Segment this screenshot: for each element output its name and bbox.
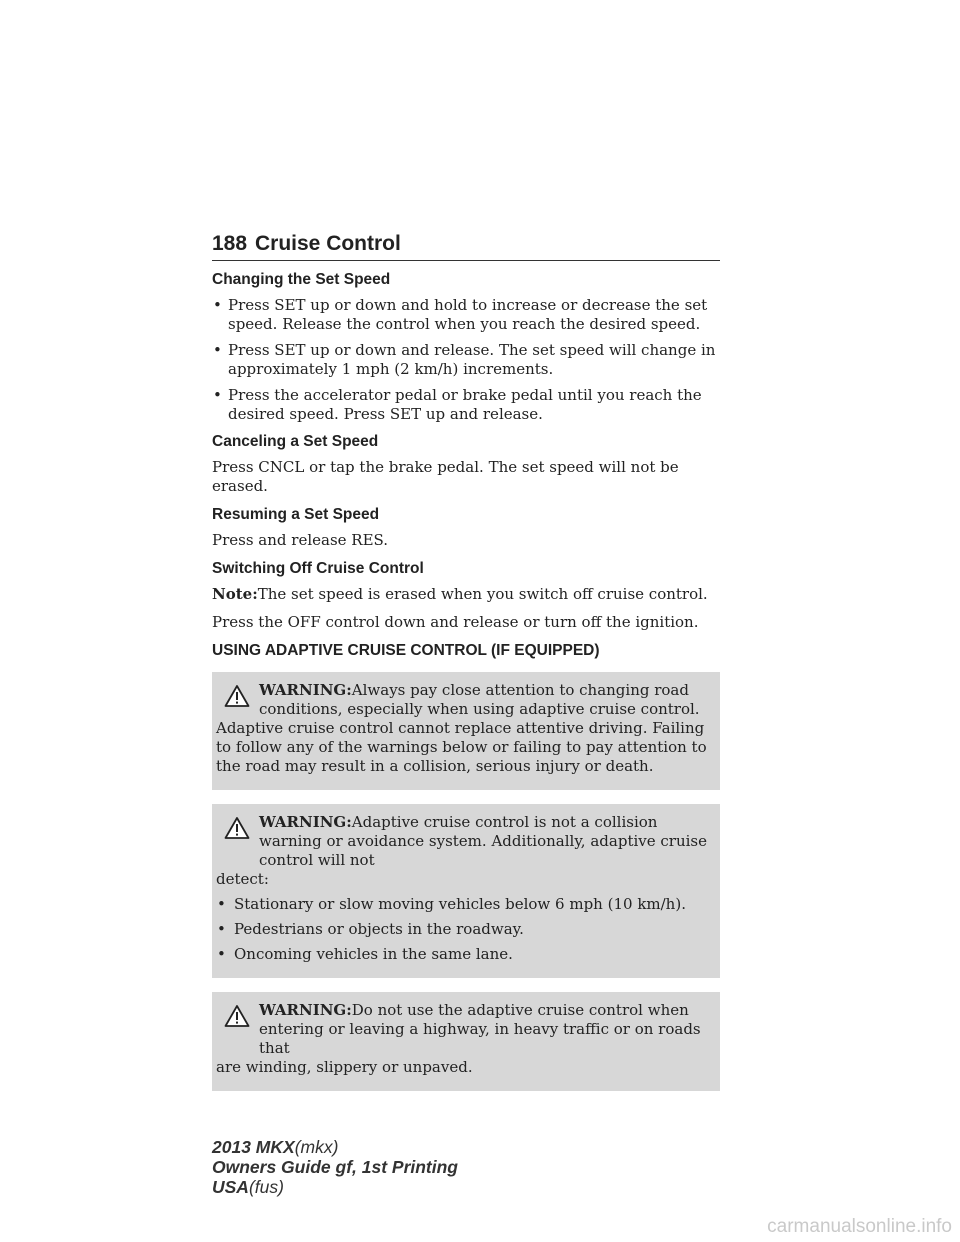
canceling-body: Press CNCL or tap the brake pedal. The set speed will not be erased. (212, 458, 679, 495)
switching-body: Press the OFF control down and release or turn off the ignition. (212, 613, 699, 631)
warning-box (212, 804, 720, 978)
footer-line (212, 1137, 458, 1157)
list-item (216, 895, 716, 914)
warning-label: WARNING: (259, 681, 352, 699)
warning-bullet-list (216, 895, 716, 964)
heading-changing-set-speed: Changing the Set Speed (212, 271, 391, 288)
bullet-glyph: • (217, 895, 226, 913)
page-content (212, 270, 720, 1105)
list-item-text: Press SET up or down and hold to increase or decrease the set speed. Release the control when you reach the desired speed. (228, 296, 708, 333)
note-text: The set speed is erased when you switch off cruise control. (257, 585, 708, 603)
resuming-body: Press and release RES. (212, 531, 389, 549)
list-item (212, 386, 720, 424)
footer-line (212, 1177, 458, 1197)
list-item (216, 920, 716, 939)
warning-box (212, 992, 720, 1091)
bullet-glyph: • (217, 945, 226, 963)
warning-lead (216, 1001, 716, 1058)
footer-model: 2013 MKX (212, 1137, 295, 1157)
list-item (212, 296, 720, 334)
page-header (212, 228, 720, 261)
list-item (216, 945, 716, 964)
warning-lead (216, 681, 716, 719)
warning-label: WARNING: (259, 813, 352, 831)
bullet-glyph: • (213, 296, 222, 314)
warning-text: detect: (216, 870, 269, 888)
warning-triangle-icon (224, 816, 250, 840)
changing-bullet-list (212, 296, 720, 424)
list-item-text: Pedestrians or objects in the roadway. (234, 920, 524, 938)
warning-text: Adaptive cruise control cannot replace attentive driving. Failing to follow any of the warnings below or failing to pay attention to the road may result in a collision, serious injury or death. (216, 719, 707, 775)
bullet-glyph: • (213, 341, 222, 359)
note-label: Note: (212, 585, 258, 603)
list-item-text: Press SET up or down and release. The set speed will change in approximately 1 mph (2 km/h) increments. (228, 341, 716, 378)
warning-text: are winding, slippery or unpaved. (216, 1058, 473, 1076)
page-number: 188 (212, 232, 248, 255)
footer-market-code: (fus) (248, 1177, 284, 1197)
chapter-title: Cruise Control (255, 232, 401, 255)
footer-market: USA (212, 1177, 249, 1197)
warning-lead-text: Do not use the adaptive cruise control when entering or leaving a highway, in heavy traffic or on roads that (259, 1001, 701, 1057)
warning-box (212, 672, 720, 790)
list-item (212, 341, 720, 379)
heading-resuming-set-speed: Resuming a Set Speed (212, 506, 380, 523)
warning-lead (216, 813, 716, 870)
bullet-glyph: • (213, 386, 222, 404)
heading-canceling-set-speed: Canceling a Set Speed (212, 433, 379, 450)
list-item-text: Stationary or slow moving vehicles below 6 mph (10 km/h). (234, 895, 686, 913)
bullet-glyph: • (217, 920, 226, 938)
footer-guide: Owners Guide gf, 1st Printing (212, 1157, 458, 1177)
warning-lead-text: Adaptive cruise control is not a collision warning or avoidance system. Additionally, adaptive cruise control will not (259, 813, 707, 869)
watermark: carmanualsonline.info (767, 1216, 952, 1237)
warning-label: WARNING: (259, 1001, 352, 1019)
heading-switching-off: Switching Off Cruise Control (212, 560, 424, 577)
list-item-text: Oncoming vehicles in the same lane. (234, 945, 513, 963)
footer-line (212, 1157, 458, 1177)
warning-lead-text: Always pay close attention to changing road conditions, especially when using adaptive cruise control. (259, 681, 700, 718)
footer-model-code: (mkx) (294, 1137, 339, 1157)
warning-triangle-icon (224, 684, 250, 708)
page-footer (212, 1137, 458, 1197)
warning-triangle-icon (224, 1004, 250, 1028)
note-paragraph (212, 585, 720, 604)
heading-adaptive-cruise: USING ADAPTIVE CRUISE CONTROL (IF EQUIPPED) (212, 642, 600, 659)
list-item-text: Press the accelerator pedal or brake pedal until you reach the desired speed. Press SET up and release. (228, 386, 702, 423)
